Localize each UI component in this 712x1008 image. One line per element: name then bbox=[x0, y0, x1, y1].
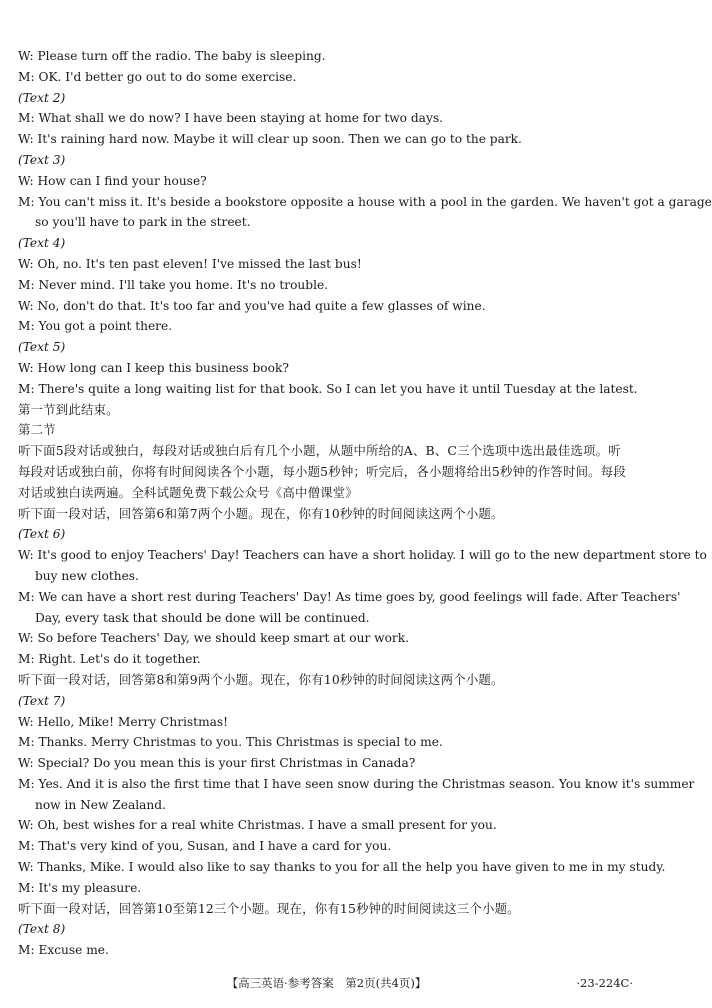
dialogue-line: W: Hello, Mike! Merry Christmas! bbox=[18, 714, 229, 729]
dialogue-line: W: Oh, no. It's ten past eleven! I've missed the last bus! bbox=[18, 256, 362, 271]
instruction-line: 听下面一段对话，回答第6和第7两个小题。现在，你有10秒钟的时间阅读这两个小题。 bbox=[18, 505, 504, 521]
dialogue-line: M: You got a point there. bbox=[18, 319, 173, 334]
dialogue-line: M: Excuse me. bbox=[18, 943, 109, 958]
dialogue-line: M: It's my pleasure. bbox=[18, 880, 142, 895]
dialogue-line: M: We can have a short rest during Teachers' Day! As time goes by, good feelings will fade. After Teachers' bbox=[18, 589, 681, 604]
dialogue-line: W: Oh, best wishes for a real white Christmas. I have a small present for you. bbox=[18, 818, 497, 833]
dialogue-line: M: Never mind. I'll take you home. It's no trouble. bbox=[18, 277, 329, 292]
dialogue-line: M: You can't miss it. It's beside a bookstore opposite a house with a pool in the garden. We haven't got a garage bbox=[18, 194, 712, 209]
dialogue-line: W: So before Teachers' Day, we should keep smart at our work. bbox=[18, 631, 410, 646]
footer-page-info: 【高三英语·参考答案 第2页(共4页)】 bbox=[226, 976, 427, 990]
page-footer bbox=[0, 973, 653, 993]
text-label: (Text 7) bbox=[18, 693, 66, 708]
dialogue-line: M: Yes. And it is also the first time that I have seen snow during the Christmas season. You know it's summer bbox=[18, 776, 695, 791]
dialogue-line: W: Special? Do you mean this is your first Christmas in Canada? bbox=[18, 756, 416, 771]
dialogue-line: M: Thanks. Merry Christmas to you. This Christmas is special to me. bbox=[18, 735, 443, 750]
instruction-line: 听下面一段对话，回答第10至第12三个小题。现在，你有15秒钟的时间阅读这三个小题。 bbox=[18, 900, 520, 916]
dialogue-line-continuation: buy new clothes. bbox=[35, 568, 139, 583]
dialogue-line: W: Thanks, Mike. I would also like to say thanks to you for all the help you have given to me in my study. bbox=[18, 860, 666, 875]
dialogue-line: W: It's raining hard now. Maybe it will clear up soon. Then we can go to the park. bbox=[18, 132, 522, 147]
dialogue-line: W: It's good to enjoy Teachers' Day! Teachers can have a short holiday. I will go to the new department store to bbox=[18, 548, 707, 563]
dialogue-line: W: How can I find your house? bbox=[18, 173, 207, 188]
dialogue-line: W: Please turn off the radio. The baby is sleeping. bbox=[18, 49, 326, 63]
text-label: (Text 6) bbox=[18, 527, 66, 542]
footer-doc-code: ·23-224C· bbox=[576, 976, 633, 990]
text-label: (Text 5) bbox=[18, 340, 66, 355]
dialogue-line: M: What shall we do now? I have been staying at home for two days. bbox=[18, 111, 443, 126]
instruction-line: 听下面一段对话，回答第8和第9两个小题。现在，你有10秒钟的时间阅读这两个小题。 bbox=[18, 671, 504, 687]
dialogue-line-continuation: Day, every task that should be done will be continued. bbox=[35, 610, 370, 625]
dialogue-line-continuation: now in New Zealand. bbox=[35, 797, 166, 812]
dialogue-line: M: Right. Let's do it together. bbox=[18, 652, 201, 667]
dialogue-line: M: There's quite a long waiting list for that book. So I can let you have it until Tuesday at the latest. bbox=[18, 381, 638, 396]
dialogue-line-continuation: so you'll have to park in the street. bbox=[35, 215, 251, 230]
instruction-line: 听下面5段对话或独白，每段对话或独白后有几个小题，从题中所给的A、B、C三个选项中选出最佳选项。听 bbox=[18, 443, 621, 459]
dialogue-line: M: That's very kind of you, Susan, and I have a card for you. bbox=[18, 839, 392, 854]
text-label: (Text 8) bbox=[18, 922, 66, 937]
text-label: (Text 2) bbox=[18, 90, 66, 105]
dialogue-line: W: No, don't do that. It's too far and you've had quite a few glasses of wine. bbox=[18, 298, 486, 313]
document-body bbox=[18, 46, 712, 961]
text-label: (Text 4) bbox=[18, 236, 66, 251]
dialogue-line: W: How long can I keep this business book? bbox=[18, 360, 289, 375]
text-label: (Text 3) bbox=[18, 152, 66, 167]
instruction-line: 第二节 bbox=[18, 422, 56, 438]
instruction-line: 每段对话或独白前，你将有时间阅读各个小题，每小题5秒钟；听完后，各小题将给出5秒钟的作答时间。每段 bbox=[18, 463, 626, 479]
instruction-line: 对话或独白读两遍。全科试题免费下载公众号《高中僧课堂》 bbox=[18, 484, 358, 500]
dialogue-line: M: OK. I'd better go out to do some exercise. bbox=[18, 69, 297, 84]
instruction-line: 第一节到此结束。 bbox=[18, 401, 119, 417]
